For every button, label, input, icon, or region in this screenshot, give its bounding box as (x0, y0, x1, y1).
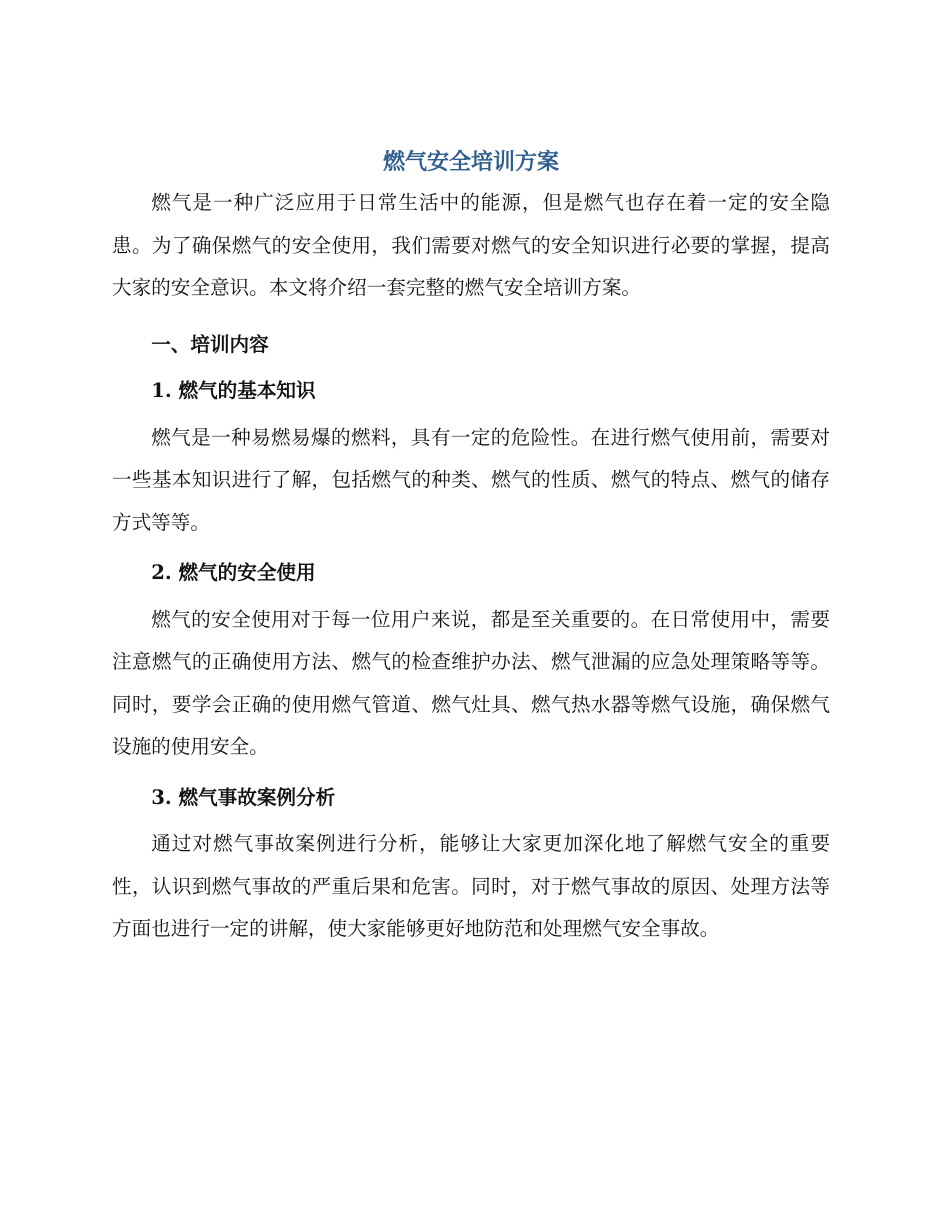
spacer (112, 769, 830, 777)
paragraph-safe-use: 燃气的安全使用对于每一位用户来说，都是至关重要的。在日常使用中，需要注意燃气的正确使用方法、燃气的检查维护办法、燃气泄漏的应急处理策略等等。同时，要学会正确的使用燃气管道、燃气灶具、燃气热水器等燃气设施，确保燃气设施的使用安全。 (112, 607, 830, 758)
section-heading-training-content: 一、培训内容 (151, 332, 269, 356)
document-page (112, 142, 830, 951)
document-title: 燃气安全培训方案 (382, 149, 559, 175)
spacer (112, 310, 830, 324)
subsection-heading-safe-use: 2. 燃气的安全使用 (151, 561, 316, 584)
paragraph-accident-cases: 通过对燃气事故案例进行分析，能够让大家更加深化地了解燃气安全的重要性，认识到燃气事故的严重后果和危害。同时，对于燃气事故的原因、处理方法等方面也进行一定的讲解，使大家能够更好地防范和处理燃气安全事故。 (112, 832, 830, 940)
intro-paragraph: 燃气是一种广泛应用于日常生活中的能源，但是燃气也存在着一定的安全隐患。为了确保燃气的安全使用，我们需要对燃气的安全知识进行必要的掌握，提高大家的安全意识。本文将介绍一套完整的燃气安全培训方案。 (112, 191, 830, 299)
subsection-heading-accident-cases: 3. 燃气事故案例分析 (151, 785, 336, 809)
paragraph-basic-knowledge: 燃气是一种易燃易爆的燃料，具有一定的危险性。在进行燃气使用前，需要对一些基本知识进行了解，包括燃气的种类、燃气的性质、燃气的特点、燃气的储存方式等等。 (112, 425, 830, 534)
subsection-heading-basic-knowledge: 1. 燃气的基本知识 (151, 379, 316, 402)
spacer (112, 544, 830, 552)
